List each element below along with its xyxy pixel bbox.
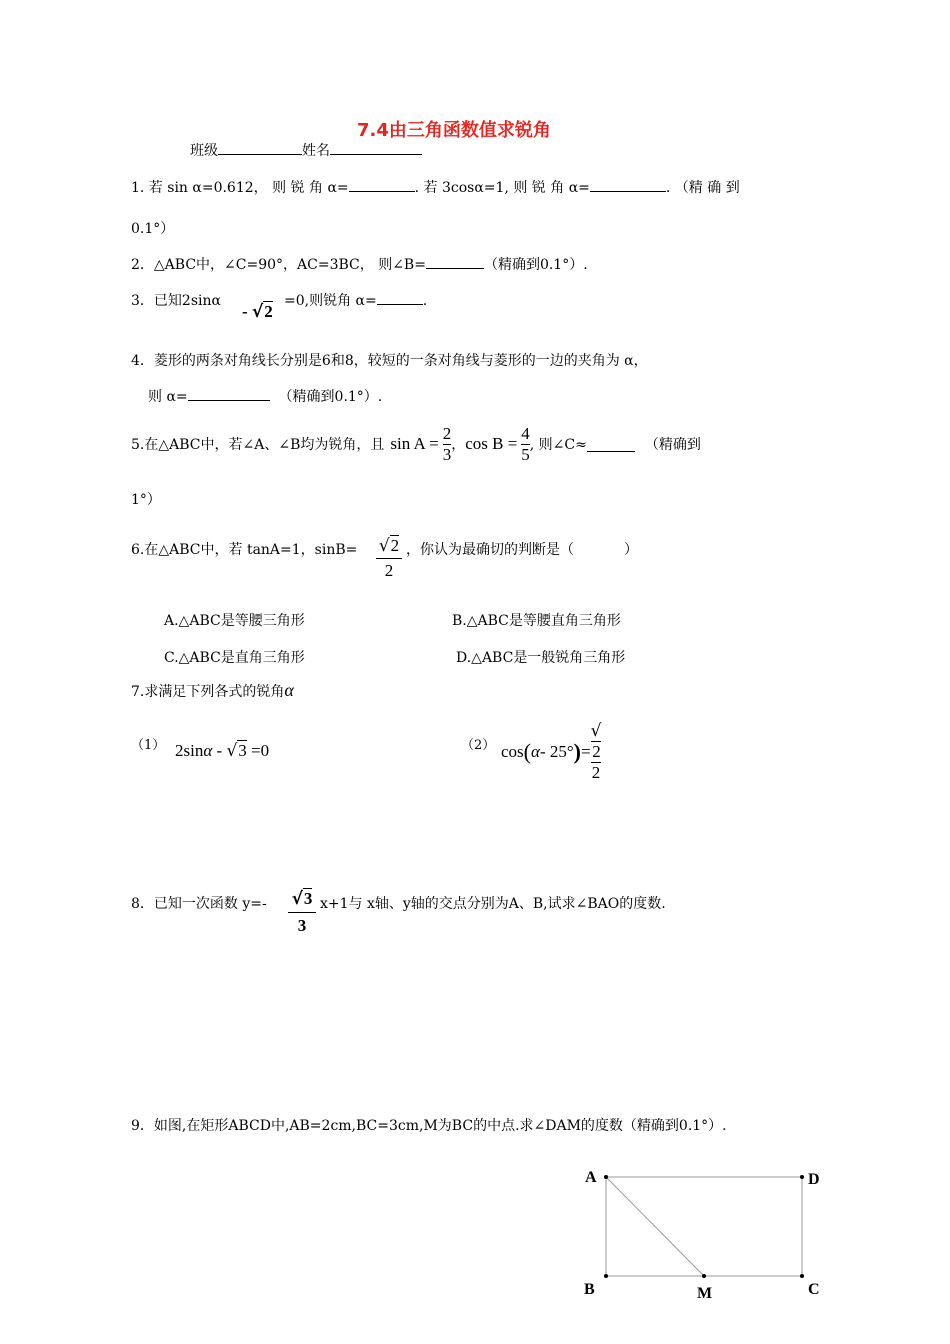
- q5-text-a: 5.在△ABC中，若∠A、∠B均为锐角，且: [131, 437, 385, 453]
- point-b: [604, 1274, 608, 1278]
- q5-text-b: , 则∠C≈: [529, 437, 587, 453]
- q6-option-b: B.△ABC是等腰直角三角形: [452, 613, 621, 629]
- q8-rest: x+1与 x轴、y轴的交点分别为A、B,试求∠BAO的度数.: [320, 896, 666, 912]
- sqrt-symbol: √: [251, 302, 264, 322]
- q1-text-b: . 若 3cosα=1, 则 锐 角 α=: [414, 180, 590, 196]
- q5-cosB-num: 4: [521, 423, 530, 443]
- q3-blank: [377, 290, 423, 305]
- q6-text-b: ，你认为最确切的判断是（: [406, 542, 574, 558]
- q7-alpha: α: [284, 680, 294, 700]
- question-6: [131, 539, 357, 559]
- q6-text-a: 6.在△ABC中，若 tanA=1，sinB=: [131, 542, 358, 558]
- q1-text-c: . （精 确 到: [665, 180, 740, 196]
- q7-p2-b: (: [523, 739, 531, 764]
- rectangle-abcd: [606, 1177, 802, 1276]
- name-label: 姓名: [302, 143, 330, 159]
- q7-p2-fraction: [591, 721, 602, 783]
- q6-option-a: A.△ABC是等腰三角形: [164, 613, 305, 629]
- q6-frac-num-wrap: [376, 534, 402, 559]
- question-3: [131, 290, 221, 310]
- q7-p2-c: - 25°: [539, 742, 574, 761]
- q7-p1-rad: 3: [238, 741, 247, 760]
- class-blank: [218, 140, 302, 155]
- q8-frac-num: 3: [303, 889, 313, 908]
- q3-text-c: .: [422, 293, 428, 309]
- q7-p1-a: 2sin: [175, 741, 204, 760]
- label-a: A: [585, 1169, 597, 1186]
- q7-part2-label: （2）: [461, 738, 496, 753]
- q7-p1-b: -: [212, 741, 227, 760]
- q1-blank-2: [590, 177, 666, 192]
- question-4: 4．菱形的两条对角线长分别是6和8，较短的一条对角线与菱形的一边的夹角为 α，: [131, 353, 648, 369]
- q7-p2-num-wrap: [591, 721, 602, 763]
- name-blank: [330, 140, 422, 155]
- q6-option-c: C.△ABC是直角三角形: [164, 650, 305, 666]
- q5-sinA-fraction: [443, 424, 452, 465]
- q3-minus: -: [242, 302, 248, 321]
- q4-blank: [188, 386, 270, 401]
- q7-part1-expr: [175, 741, 269, 761]
- sqrt-symbol: √: [226, 741, 238, 761]
- q5-blank: [587, 437, 635, 452]
- q3-text-b: =0,则锐角 α=: [284, 293, 377, 309]
- q6-frac-den: 2: [384, 561, 394, 580]
- segment-am: [606, 1177, 704, 1276]
- question-1-cont: 0.1°）: [131, 221, 175, 237]
- q6-frac-num: 2: [390, 536, 400, 555]
- q2-text-b: （精确到0.1°）.: [483, 257, 588, 273]
- label-d: D: [808, 1171, 820, 1188]
- label-b: B: [584, 1281, 595, 1298]
- label-c: C: [808, 1281, 820, 1298]
- q7-part2-expr: [501, 721, 602, 782]
- point-m: [702, 1274, 706, 1278]
- q6-text-c: ）: [624, 542, 638, 558]
- q5-cosB-den: 5: [521, 444, 530, 464]
- q5-cosB-fraction: [521, 424, 530, 465]
- q7-text: 7.求满足下列各式的锐角: [131, 684, 285, 700]
- question-1: [131, 177, 740, 197]
- q5-sinA: sin A =: [390, 434, 439, 453]
- q3-radicand: 2: [264, 302, 273, 321]
- q4-text-a: 则 α=: [148, 389, 188, 405]
- rectangle-figure: [578, 1160, 838, 1310]
- q8-frac-den: 3: [297, 916, 307, 935]
- q2-blank: [426, 254, 484, 269]
- q5-text-c: （精确到: [644, 437, 701, 453]
- q7-p2-alpha: α: [531, 742, 540, 761]
- q7-p2-a: cos: [501, 742, 524, 761]
- q7-p1-alpha: α: [203, 741, 213, 760]
- q7-p2-den: 2: [591, 763, 601, 782]
- sqrt-symbol: √: [590, 721, 602, 741]
- question-5-cont: 1°）: [131, 492, 161, 508]
- label-m: M: [697, 1285, 713, 1302]
- q6-rest: [406, 539, 638, 559]
- q6-fraction: [376, 534, 402, 583]
- class-label: 班级: [190, 143, 218, 159]
- question-7: [131, 680, 294, 701]
- q8-text-a: 8．已知一次函数 y=-: [131, 896, 267, 912]
- q6-option-d: D.△ABC是一般锐角三角形: [456, 650, 626, 666]
- q7-p2-e: =: [580, 742, 591, 761]
- sqrt-symbol: √: [378, 536, 390, 556]
- q8-fraction: [288, 886, 316, 939]
- header-line: [190, 140, 422, 160]
- question-9: 9．如图,在矩形ABCD中,AB=2cm,BC=3cm,M为BC的中点.求∠DAM的度数（精确到0.1°）.: [131, 1118, 727, 1134]
- question-4-cont: [148, 386, 382, 406]
- q4-text-b: （精确到0.1°）.: [278, 389, 383, 405]
- sqrt-symbol: √: [291, 889, 303, 909]
- point-d: [800, 1175, 804, 1179]
- q7-p2-d: ): [573, 739, 581, 764]
- q3-text-a: 3．已知2sinα: [131, 293, 221, 309]
- q3-rest: [284, 290, 427, 310]
- q7-part1-label: （1）: [131, 738, 166, 753]
- question-2: [131, 254, 588, 274]
- q1-text-a: 1. 若 sin α=0.612， 则 锐 角 α=: [131, 180, 349, 196]
- q5-sinA-den: 3: [442, 444, 452, 464]
- question-5: 5.在△ABC中，若∠A、∠B均为锐角，且 sin A = $\frac{2}{3}$ ， cos B = $\frac{4}{5}$ , 则∠C≈ （精确到: [131, 423, 701, 464]
- point-a: [604, 1175, 608, 1179]
- q2-text-a: 2．△ABC中，∠C=90°，AC=3BC， 则∠B=: [131, 257, 426, 273]
- q1-blank-1: [349, 177, 415, 192]
- q5-cosB: cos B =: [465, 434, 518, 453]
- q8-num-wrap: [288, 886, 316, 913]
- q3-radical: [242, 302, 273, 322]
- q5-sinA-num: 2: [442, 423, 452, 443]
- point-c: [800, 1274, 804, 1278]
- page-title: 7.4由三角函数值求锐角: [357, 120, 551, 141]
- question-8: [131, 893, 267, 913]
- q7-p1-c: =0: [246, 741, 270, 760]
- q7-p2-num: 2: [592, 742, 601, 761]
